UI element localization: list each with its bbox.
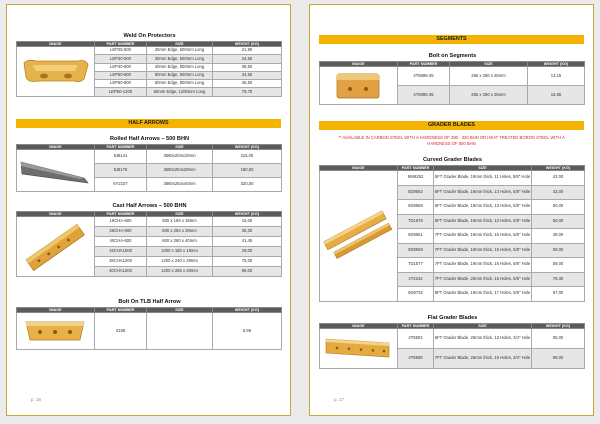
table-cell: 85,00 [532,329,585,349]
table-cell: 99,00 [532,349,585,369]
table-cell: 6FT Grader Blade, 16mm thick, 13 Holes, 5/8" Hole [434,185,532,200]
page-number-right: p. 17 [334,397,345,402]
cast-half-arrows-table [16,211,282,277]
curved-grader-blade-image [320,171,398,302]
table-cell: LEP50-800 [95,80,147,88]
table-cell: 16,55 [528,86,585,105]
table-cell: 5D9732 [398,287,434,302]
segments-banner: SEGMENTS [319,35,584,44]
table-cell: 50,00 [532,200,585,215]
curved-grader-blades-table [319,165,585,302]
table-cell: 180,00 [213,164,282,178]
table-cell: 95,00 [213,267,282,277]
table-cell: 41,45 [213,237,282,247]
table-cell: 34,50 [213,71,282,79]
bolt-on-segments-title: Bolt on Segments [428,53,477,59]
table-cell: LEP30-500 [95,55,147,63]
bolt-on-tlb-half-arrow-title: Bolt On TLB Half Arrow [118,299,181,305]
table-cell: 3660x254x29mm [147,164,213,178]
table-cell: 25mm Edge, 500mm Long [147,47,213,55]
table-cell: 24,50 [213,55,282,63]
table-cell: 8J8141 [95,150,147,164]
table-cell: 4T6502 [398,329,434,349]
col-header-weight: WEIGHT (KG) [532,324,585,329]
table-cell: 59,00 [532,243,585,258]
table-cell: LEP50-1200 [95,88,147,96]
table-cell: 600 x 280 x 40mm [147,237,213,247]
table-cell: 4T6508 [398,349,434,369]
table-cell: 3660x254x40mm [147,178,213,192]
col-header-part-number: PART NUMBER [398,166,434,171]
table-cell: 38,50 [213,63,282,71]
rolled-half-arrows-title: Rolled Half Arrows – 500 BHN [109,136,190,142]
table-cell: 9W6252 [398,171,434,186]
bolt-on-segments-table [319,61,585,105]
table-cell: 7FT Grader Blade, 19mm thick, 15 Holes, 5/8" Hole [434,243,532,258]
col-header-part-number: PART NUMBER [95,42,147,47]
catalog-page-right [309,4,594,416]
cast-half-arrow-image [17,217,95,277]
table-cell: 5D9562 [398,185,434,200]
page-number-left: p. 16 [31,397,42,402]
table-cell: 4T6695-35 [398,86,450,105]
table-cell: 1000 x 180 x 19mm [147,247,213,257]
col-header-part-number: PART NUMBER [95,145,147,150]
col-header-size: SIZE [147,145,213,150]
table-cell: 50mm Edge, 800mm Long [147,80,213,88]
table-cell: 19CHA1000 [95,247,147,257]
table-cell: 6FT Grader Blade, 19mm thick, 13 Holes, 5/8" Hole [434,214,532,229]
col-header-size: SIZE [147,308,213,313]
table-cell: 8FT Grader Blade, 19mm thick, 17 Holes, 5/8" Hole [434,287,532,302]
bolt-on-tlb-half-arrow-table [16,307,282,350]
col-header-size: SIZE [147,212,213,217]
table-cell: 40CHA1200 [95,267,147,277]
table-cell: 600 x 165 x 19mm [147,217,213,227]
col-header-weight: WEIGHT (KG) [532,166,585,171]
table-cell: LEP40-600 [95,63,147,71]
weld-protector-image [17,47,95,97]
col-header-size: SIZE [450,62,528,67]
table-cell: 8J8176 [95,164,147,178]
table-cell: 42,00 [532,185,585,200]
table-cell: 15,00 [213,217,282,227]
table-cell: 25CHA-600 [95,227,147,237]
table-cell: 35,30 [213,227,282,237]
col-header-part-number: PART NUMBER [398,62,450,67]
table-cell: 3660x203x19mm [147,150,213,164]
col-header-image: IMAGE [320,324,398,329]
table-cell: 6Y2107 [95,178,147,192]
curved-grader-blades-title: Curved Grader Blades [422,157,483,163]
table-cell: 28CHA1200 [95,257,147,267]
table-cell: 7D1577 [398,258,434,273]
weld-on-protectors-title: Weld On Protectors [123,33,176,39]
tlb-half-arrow-image [17,313,95,350]
table-cell: 7FT Grader Blade, 16mm thick, 15 Holes, 5/8" Hole [434,229,532,244]
weld-on-protectors-table [16,41,282,97]
table-cell [147,313,213,350]
table-cell: 2185 [95,313,147,350]
col-header-weight: WEIGHT (KG) [528,62,585,67]
col-header-size: SIZE [434,324,532,329]
table-cell: 40CHA-600 [95,237,147,247]
table-cell: 67,00 [532,287,585,302]
table-cell: 320,00 [213,178,282,192]
table-cell: 5D9558 [398,200,434,215]
cast-half-arrows-title: Cast Half Arrows – 500 BHN [112,203,187,209]
table-cell: 5FT Grader Blade, 19mm thick, 11 Holes, 5/8" Hole [434,171,532,186]
col-header-image: IMAGE [320,166,398,171]
table-cell: 5,95 [213,313,282,350]
table-cell: 5D9559 [398,243,434,258]
col-header-size: SIZE [147,42,213,47]
table-cell: 115,00 [213,150,282,164]
grader-blades-banner: GRADER BLADES [319,121,584,130]
table-cell: 6FT Grader Blade, 25mm thick, 13 Holes, 3/4" Hole [434,329,532,349]
table-cell: 600 x 254 x 29mm [147,227,213,237]
table-cell: 4T2242 [398,272,434,287]
rolled-half-arrow-image [17,150,95,192]
col-header-part-number: PART NUMBER [95,308,147,313]
col-header-image: IMAGE [17,212,95,217]
table-cell: 4T6695-25 [398,67,450,86]
catalog-page-left [6,4,291,416]
col-header-size: SIZE [434,166,532,171]
col-header-weight: WEIGHT (KG) [213,212,282,217]
material-note: ** AVAILABLE IN CARBON STEEL WITH A HARDNESS OF 280 - 320 BHN OR HEAT TREATED BORON STEEL WITH A HARDNESS OF 500 BHN [338,135,565,147]
col-header-weight: WEIGHT (KG) [213,145,282,150]
half-arrows-banner: HALF ARROWS [16,119,281,128]
table-cell: 7FT Grader Blade, 25mm thick, 15 Holes, 3/4" Hole [434,349,532,369]
table-cell: 1200 x 255 x 40mm [147,267,213,277]
table-cell: 78,30 [532,272,585,287]
table-cell: 40mm Edge, 600mm Long [147,63,213,71]
col-header-image: IMAGE [17,308,95,313]
table-cell: 49,00 [532,229,585,244]
table-cell: 42,00 [532,171,585,186]
table-cell: 7FT Grader Blade, 25mm thick, 15 Holes, 5/8" Hole [434,272,532,287]
table-cell: 59,00 [532,258,585,273]
table-cell: 7FT Grader Blade, 19mm thick, 15 Holes, 5/8" Hole [434,258,532,273]
table-cell: 45,50 [213,80,282,88]
flat-grader-blades-title: Flat Grader Blades [427,315,478,321]
col-header-part-number: PART NUMBER [398,324,434,329]
table-cell: 76,70 [213,88,282,96]
table-cell: 50,00 [532,214,585,229]
table-cell: 30mm Edge, 500mm Long [147,55,213,63]
col-header-weight: WEIGHT (KG) [213,308,282,313]
table-cell: 29,00 [213,247,282,257]
table-cell: LEP25-500 [95,47,147,55]
table-cell: 75,00 [213,257,282,267]
table-cell: 1200 x 240 x 29mm [147,257,213,267]
table-cell: 5D9561 [398,229,434,244]
table-cell: 265 x 280 x 25mm [450,67,528,86]
table-cell: 19CHA-600 [95,217,147,227]
flat-grader-blade-image [320,329,398,369]
table-cell: 21,90 [213,47,282,55]
table-cell: 50mm Edge, 1200mm Long [147,88,213,96]
table-cell: 6FT Grader Blade, 19mm thick, 13 Holes, 5/8" Hole [434,200,532,215]
rolled-half-arrows-table [16,144,282,192]
table-cell: 7D1576 [398,214,434,229]
col-header-weight: WEIGHT (KG) [213,42,282,47]
table-cell: 265 x 280 x 35mm [450,86,528,105]
segment-image [320,67,398,105]
col-header-part-number: PART NUMBER [95,212,147,217]
col-header-image: IMAGE [320,62,398,67]
table-cell: 50mm Edge, 600mm Long [147,71,213,79]
table-cell: LEP50-600 [95,71,147,79]
col-header-image: IMAGE [17,42,95,47]
flat-grader-blades-table [319,323,585,369]
col-header-image: IMAGE [17,145,95,150]
table-cell: 13,15 [528,67,585,86]
